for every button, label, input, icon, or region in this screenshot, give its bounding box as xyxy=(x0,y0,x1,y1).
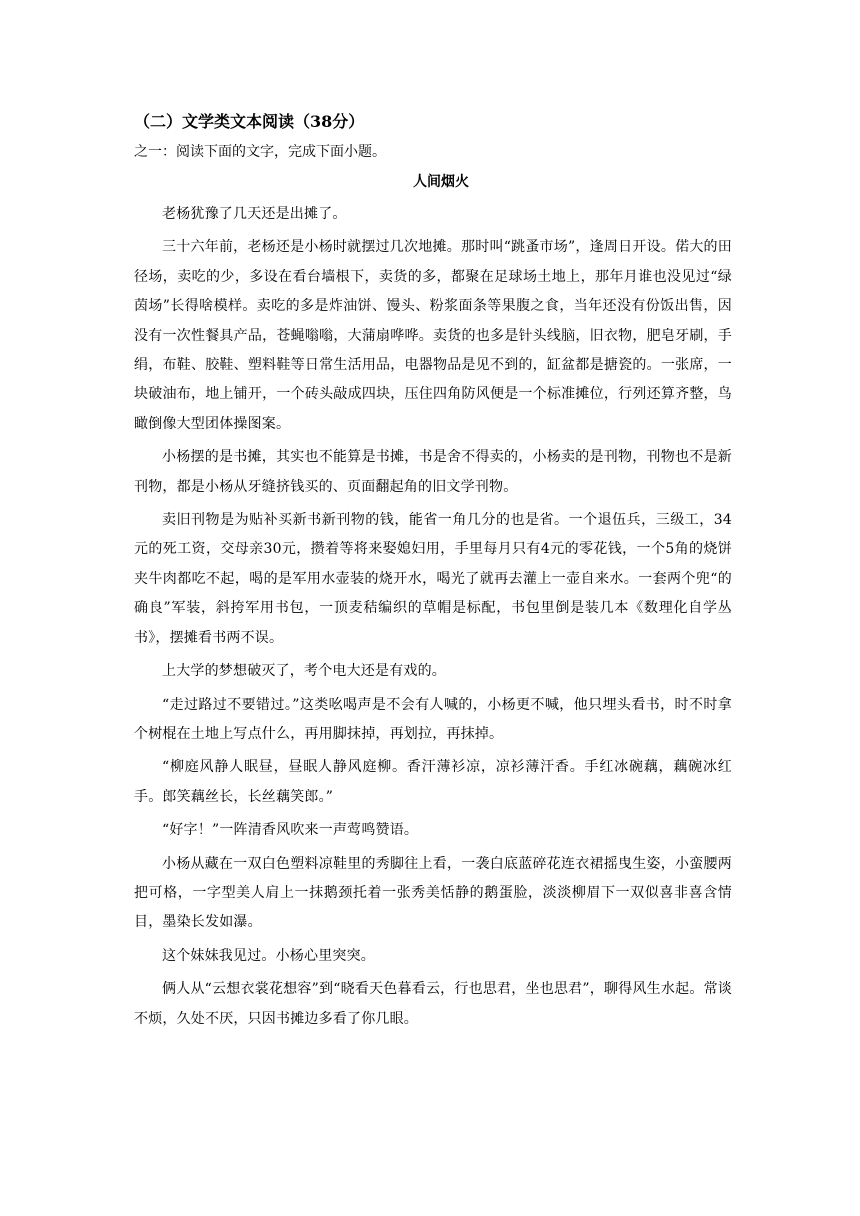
paragraph-5: 上大学的梦想破灭了，考个电大还是有戏的。 xyxy=(162,663,446,680)
section-heading: （二）文学类文本阅读（38分） xyxy=(134,112,365,131)
paragraph-2: 三十六年前，老杨还是小杨时就摆过几次地摊。那时叫“跳蚤市场”，逢周日开设。偌大的田径场，卖吃的少，多设在看台墙根下，卖货的多，都聚在足球场土地上，那年月谁也没见过“绿茵场”长得啥模样。卖吃的多是炸油饼、馒头、粉浆面条等果腹之食，当年还没有份饭出售，因没有一次性餐具产品，苍蝇嗡嗡，大蒲扇哗哗。卖货的也多是针头线脑，旧衣物，肥皂牙刷，手绢，布鞋、胶鞋、塑料鞋等日常生活用品，电器物品是见不到的，缸盆都是搪瓷的。一张席，一块破油布，地上铺开，一个砖头敲成四块，压住四角防风便是一个标准摊位，行列还算齐整，鸟瞰倒像大型团体操图案。 xyxy=(134,239,732,432)
reading-instruction: 之一：阅读下面的文字，完成下面小题。 xyxy=(134,144,386,160)
paragraph-10: 这个妹妹我见过。小杨心里突突。 xyxy=(162,947,375,964)
paragraph-4: 卖旧刊物是为贴补买新书新刊物的钱，能省一角几分的也是省。一个退伍兵，三级工，34元的死工资，交母亲30元，攒着等将来娶媳妇用，手里每月只有4元的零花钱，一个5角的烧饼夹牛肉都吃不起，喝的是军用水壶装的烧开水，喝光了就再去灌上一壶自来水。一套两个兜“的确良”军装，斜挎军用书包，一顶麦秸编织的草帽是标配，书包里倒是装几本《数理化自学丛书》，摆摊看书两不误。 xyxy=(134,512,732,646)
paragraph-9: 小杨从藏在一双白色塑料凉鞋里的秀脚往上看，一袭白底蓝碎花连衣裙摇曳生姿，小蛮腰两把可格，一字型美人肩上一抹鹅颈托着一张秀美恬静的鹅蛋脸，淡淡柳眉下一双似喜非喜含情目，墨染长发如瀑。 xyxy=(134,855,732,931)
paragraph-3: 小杨摆的是书摊，其实也不能算是书摊，书是舍不得卖的，小杨卖的是刊物，刊物也不是新刊物，都是小杨从牙缝挤钱买的、页面翻起角的旧文学刊物。 xyxy=(134,449,732,495)
paragraph-7: “柳庭风静人眠昼，昼眠人静风庭柳。香汗薄衫凉，凉衫薄汗香。手红冰碗藕，藕碗冰红手。郎笑藕丝长，长丝藕笑郎。” xyxy=(134,759,732,805)
paragraph-8: “好字！”一阵清香风吹来一声莺鸣赞语。 xyxy=(162,822,419,839)
story-body xyxy=(134,200,732,1034)
paragraph-11: 俩人从“云想衣裳花想容”到“晓看天色暮看云，行也思君，坐也思君”，聊得风生水起。常谈不烦，久处不厌，只因书摊边多看了你几眼。 xyxy=(134,981,732,1027)
story-title: 人间烟火 xyxy=(413,174,469,190)
paragraph-1: 老杨犹豫了几天还是出摊了。 xyxy=(162,206,347,222)
paragraph-6: “走过路过不要错过。”这类吆喝声是不会有人喊的，小杨更不喊，他只埋头看书，时不时拿个树棍在土地上写点什么，再用脚抹掉，再划拉，再抹掉。 xyxy=(134,696,732,742)
